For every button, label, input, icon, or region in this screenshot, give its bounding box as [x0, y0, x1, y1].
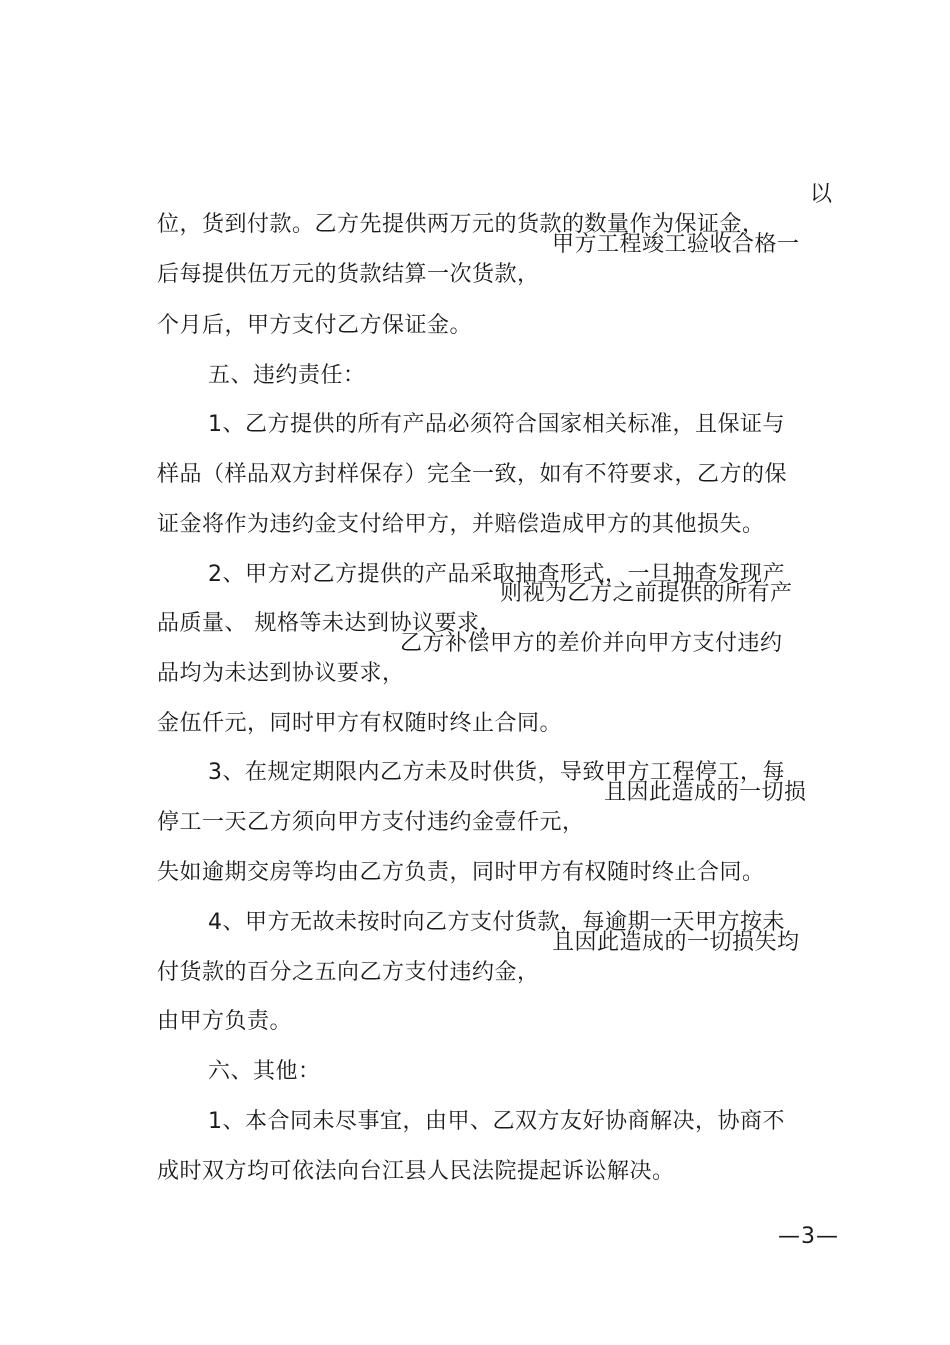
text-segment: 且因此造成的一切损失均	[552, 930, 800, 955]
text-segment: 2、甲方对乙方提供的产品采取抽查形式，一旦抽查发现产	[207, 562, 785, 587]
text-segment: 乙方补偿甲方的差价并向甲方支付违约	[400, 631, 783, 656]
text-segment: 失如逾期交房等均由乙方负责，同时甲方有权随时终止合同。	[156, 860, 765, 885]
text-line	[127, 1127, 675, 1217]
text-segment: 品均为未达到协议要求，	[156, 661, 405, 686]
text-segment: 证金将作为违约金支付给甲方，并赔偿造成甲方的其他损失。	[156, 512, 765, 537]
text-segment: 金伍仟元，同时甲方有权随时终止合同。	[156, 711, 562, 736]
page-number: —3—	[778, 1224, 839, 1249]
text-segment: 1、本合同未尽事宜，由甲、乙双方友好协商解决，协商不	[207, 1109, 785, 1134]
text-segment: 后每提供伍万元的货款结算一次货款，	[156, 262, 540, 287]
text-segment: 甲方工程竣工验收合格一	[552, 232, 800, 257]
text-segment: 由甲方负责。	[156, 1009, 292, 1034]
text-segment: 4、甲方无故未按时向乙方支付货款，每逾期一天甲方按未	[207, 910, 785, 935]
text-segment: 3、在规定期限内乙方未及时供货，导致甲方工程停工，每	[207, 760, 785, 785]
text-segment: 位，货到付款。乙方先提供两万元的货款的数量作为保证金，	[156, 212, 765, 237]
text-segment: 付货款的百分之五向乙方支付违约金，	[156, 960, 540, 985]
text-segment: 停工一天乙方须向甲方支付违约金壹仟元，	[156, 810, 585, 835]
text-segment: 且因此造成的一切损	[604, 780, 807, 805]
text-segment: 五、违约责任：	[207, 363, 366, 388]
text-segment: 1、乙方提供的所有产品必须符合国家相关标准，且保证与	[207, 412, 785, 437]
text-segment: 以	[810, 182, 833, 207]
text-segment: 样品（样品双方封样保存）完全一致，如有不符要求，乙方的保	[156, 462, 787, 487]
text-segment: 则视为乙方之前提供的所有产	[500, 581, 793, 606]
text-segment: 成时双方均可依法向台江县人民法院提起诉讼解决。	[156, 1159, 675, 1184]
text-segment: 六、其他：	[207, 1059, 321, 1084]
text-segment: 个月后，甲方支付乙方保证金。	[156, 313, 472, 338]
text-segment: 品质量、 规格等未达到协议要求，	[156, 611, 502, 636]
